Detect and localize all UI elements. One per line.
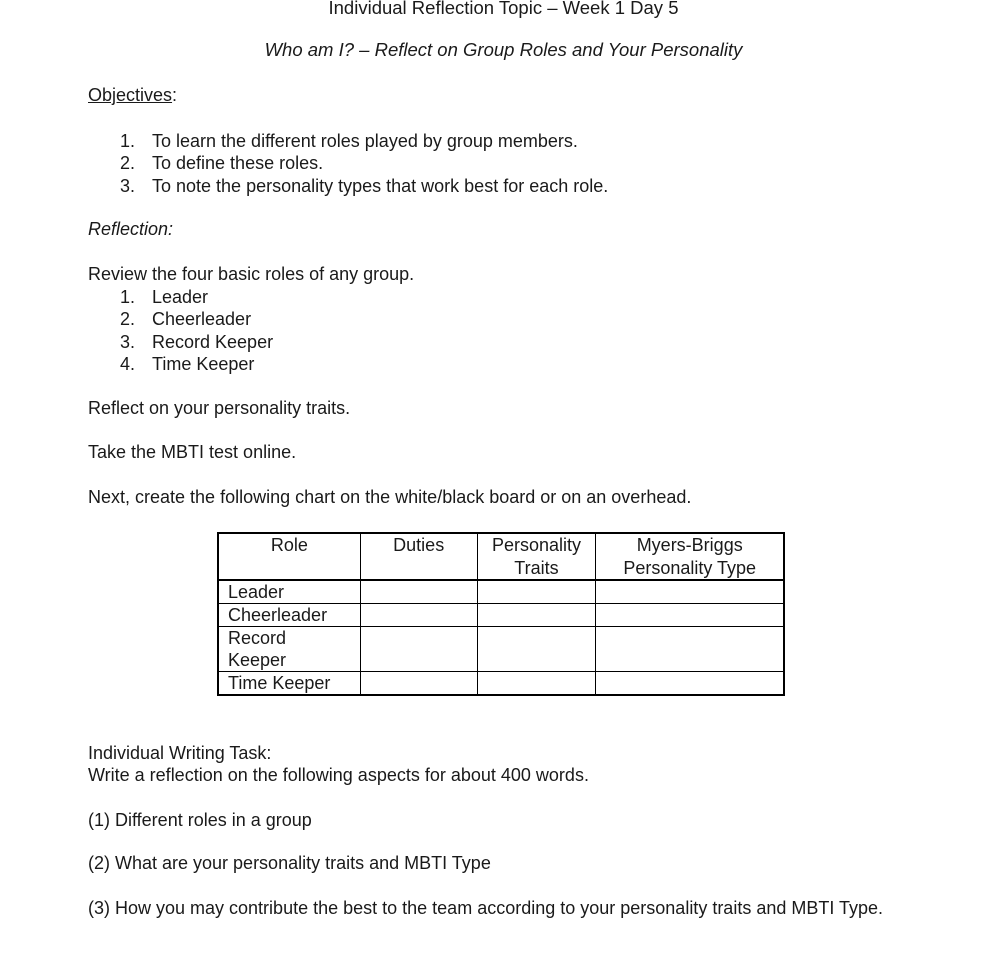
list-text: Record Keeper [152,331,274,352]
writing-task-instruction: Write a reflection on the following aspects for about 400 words. [88,765,589,785]
reflection-heading: Reflection: [88,219,174,239]
cell-empty[interactable] [477,580,596,604]
list-text: Cheerleader [152,309,252,330]
list-item [88,175,608,197]
list-text: To note the personality types that work best for each role. [152,175,609,196]
cell-role-time-keeper: Time Keeper [218,672,360,696]
list-number: 2. [120,309,136,330]
cell-empty[interactable] [477,604,596,627]
header-mbti-line1: Myers-Briggs [636,535,743,555]
reflection-step-2: Take the MBTI test online. [88,442,297,462]
list-text: To define these roles. [152,153,324,174]
cell-role-record-keeper [218,627,360,672]
table-header-row [218,533,784,580]
objectives-heading [88,85,177,106]
table-row [218,604,784,627]
list-number: 4. [120,353,136,374]
page-title: Individual Reflection Topic – Week 1 Day 5 [328,0,679,18]
header-role [218,533,360,580]
header-mbti-line2: Personality Type [623,557,757,578]
header-personality-traits [477,533,596,580]
list-item [88,286,273,308]
reflection-step-3: Next, create the following chart on the white/black board or on an overhead. [88,487,692,507]
roles-list [88,286,273,375]
table-row [218,627,784,672]
list-text: To learn the different roles played by group members. [152,131,578,151]
header-traits-line2: Traits [514,557,559,578]
writing-task-heading-text: Individual Writing Task [88,743,267,763]
cell-role-leader: Leader [218,580,360,604]
list-text: Time Keeper [152,353,255,374]
objectives-heading-text: Objectives [88,85,173,105]
objectives-list [88,130,608,197]
list-number: 1. [120,287,136,307]
cell-empty[interactable] [596,604,784,627]
header-role-text: Role [270,535,308,555]
header-duties-text: Duties [393,535,445,555]
list-text: Leader [152,287,209,307]
record-line2: Keeper [228,650,287,670]
writing-point-1: (1) Different roles in a group [88,810,312,830]
cell-empty[interactable] [596,627,784,672]
header-traits-line1: Personality [491,535,581,555]
list-item [88,308,273,330]
list-number: 3. [120,331,136,352]
cell-empty[interactable] [360,580,477,604]
writing-point-2: (2) What are your personality traits and MBTI Type [88,853,491,873]
cell-empty[interactable] [360,672,477,696]
cell-empty[interactable] [596,672,784,696]
list-number: 2. [120,153,136,174]
writing-task-heading [88,743,271,764]
reflection-step-1: Reflect on your personality traits. [88,398,351,418]
list-number: 3. [120,175,136,196]
list-item [88,130,608,152]
header-mbti-type [596,533,784,580]
list-item [88,331,273,353]
table-row [218,672,784,696]
list-item [88,353,273,375]
list-item [88,152,608,174]
table-row [218,580,784,604]
objectives-heading-colon: : [172,85,178,105]
header-duties [360,533,477,580]
cell-empty[interactable] [477,672,596,696]
page-subtitle: Who am I? – Reflect on Group Roles and Your Personality [264,39,743,60]
roles-chart-table [217,532,785,696]
writing-point-3: (3) How you may contribute the best to the team according to your personality traits and MBTI Type. [88,898,884,918]
record-line1: Record [228,628,287,648]
cell-role-cheerleader: Cheerleader [218,604,360,627]
cell-empty[interactable] [360,627,477,672]
reflection-intro: Review the four basic roles of any group. [88,264,415,284]
cell-empty[interactable] [360,604,477,627]
list-number: 1. [120,131,136,151]
cell-empty[interactable] [596,580,784,604]
cell-empty[interactable] [477,627,596,672]
writing-task-heading-colon: : [266,743,272,763]
